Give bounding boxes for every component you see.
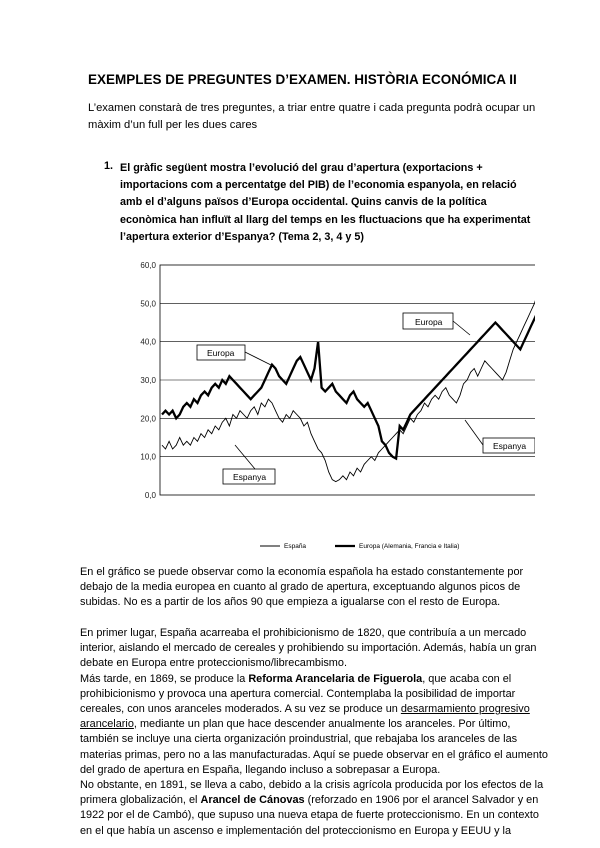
y-tick-label: 60,0: [140, 261, 156, 270]
annotation-label: Europa: [415, 317, 443, 327]
text-span: (reforzado en 1906 por el arancel Salvador y en 1922 por el de Cambó), que supuso una nueva etapa de fuerte proteccionismo. En un contexto en el que había un ascenso e implementación del proteccionismo en Europa y EEUU y la: [80, 794, 539, 837]
underlined-term: desarmamiento progresivo arancelario: [80, 703, 530, 731]
annotation-espanya-right: [465, 420, 535, 453]
paragraph-1: En el gráfico se puede observar como la economía española ha estado constantemente por debajo de la media europea en cuanto al grado de apertura, exceptuando algunos picos de subidas. No es a partir de los años 90 que empieza a igualarse con el resto de Europa.: [80, 566, 524, 609]
annotation-label: Espanya: [233, 472, 267, 482]
text-span: Más tarde, en 1869, se produce la: [80, 672, 249, 685]
bold-term-figuerola: Reforma Arancelaria de Figuerola: [248, 672, 423, 685]
y-tick-label: 30,0: [140, 376, 156, 385]
text-span: , mediante un plan que hace descender anualmente los aranceles. Por último, también se incluye una cierta organización proindustrial, que rebajaba los aranceles de las materias primas, pero no a las manufacturadas. Aquí se puede observar en el gráfico el aumento del grado de apertura en España, llegando incluso a sobrepasar a Europa.: [80, 718, 548, 776]
gridlines: [160, 303, 535, 456]
y-tick-label: 0,0: [144, 491, 156, 500]
annotation-europa-left: [197, 345, 275, 367]
legend-label-europa: Europa (Alemania, Francia e Italia): [359, 543, 460, 550]
openness-chart: [115, 255, 535, 555]
text-span: En primer lugar, España acarreaba el prohibicionismo de 1820, que contribuía a un mercado interior, aislando el mercado de cereales y prohibiendo su importación. Además, había un gran debate en Europa entre proteccionismo/librecambismo.: [80, 627, 537, 670]
legend-label-espana: España: [284, 543, 307, 550]
annotation-label: Espanya: [493, 441, 527, 451]
question-text: El gràfic següent mostra l’evolució del grau d’apertura (exportacions + importacions com a percentatge del PIB) de l’economia espanyola, en relació amb el d’alguns països d’Europa occidental. Quins canvis de la política econòmica han influït al llarg del temps en les fluctuacions que ha experimentat l’apertura exterior d’Espanya? (Tema 2, 3, 4 y 5): [120, 162, 531, 243]
page-title: EXEMPLES DE PREGUNTES D’EXAMEN. HISTÒRIA ECONÓMICA II: [88, 72, 517, 87]
y-tick-label: 50,0: [140, 299, 156, 309]
annotation-espanya-left: [223, 445, 275, 484]
question-number: 1.: [104, 160, 114, 172]
annotation-label: Europa: [207, 348, 235, 358]
y-axis-ticks: [140, 261, 156, 500]
y-tick-label: 40,0: [140, 337, 156, 347]
y-tick-label: 20,0: [140, 414, 156, 424]
text-span: , que acaba con el prohibicionismo y provoca una apertura comercial. Contemplaba la posibilidad de importar cereales, con unos aranceles moderados. A su vez se produce un: [80, 672, 516, 716]
paragraph-2: [80, 626, 550, 839]
y-tick-label: 10,0: [140, 452, 156, 462]
intro-text: L’examen constarà de tres preguntes, a triar entre quatre i cada pregunta podrà ocupar un màxim d’un full per les dues cares: [88, 102, 536, 131]
chart-legend: [260, 543, 459, 550]
bold-term-canovas: Arancel de Cánovas: [200, 794, 305, 807]
series-line-europa: [162, 311, 535, 459]
annotation-europa-right: [403, 313, 470, 335]
text-span: No obstante, en 1891, se lleva a cabo, debido a la crisis agrícola producida por los efectos de la primera globalización, el: [80, 779, 544, 807]
